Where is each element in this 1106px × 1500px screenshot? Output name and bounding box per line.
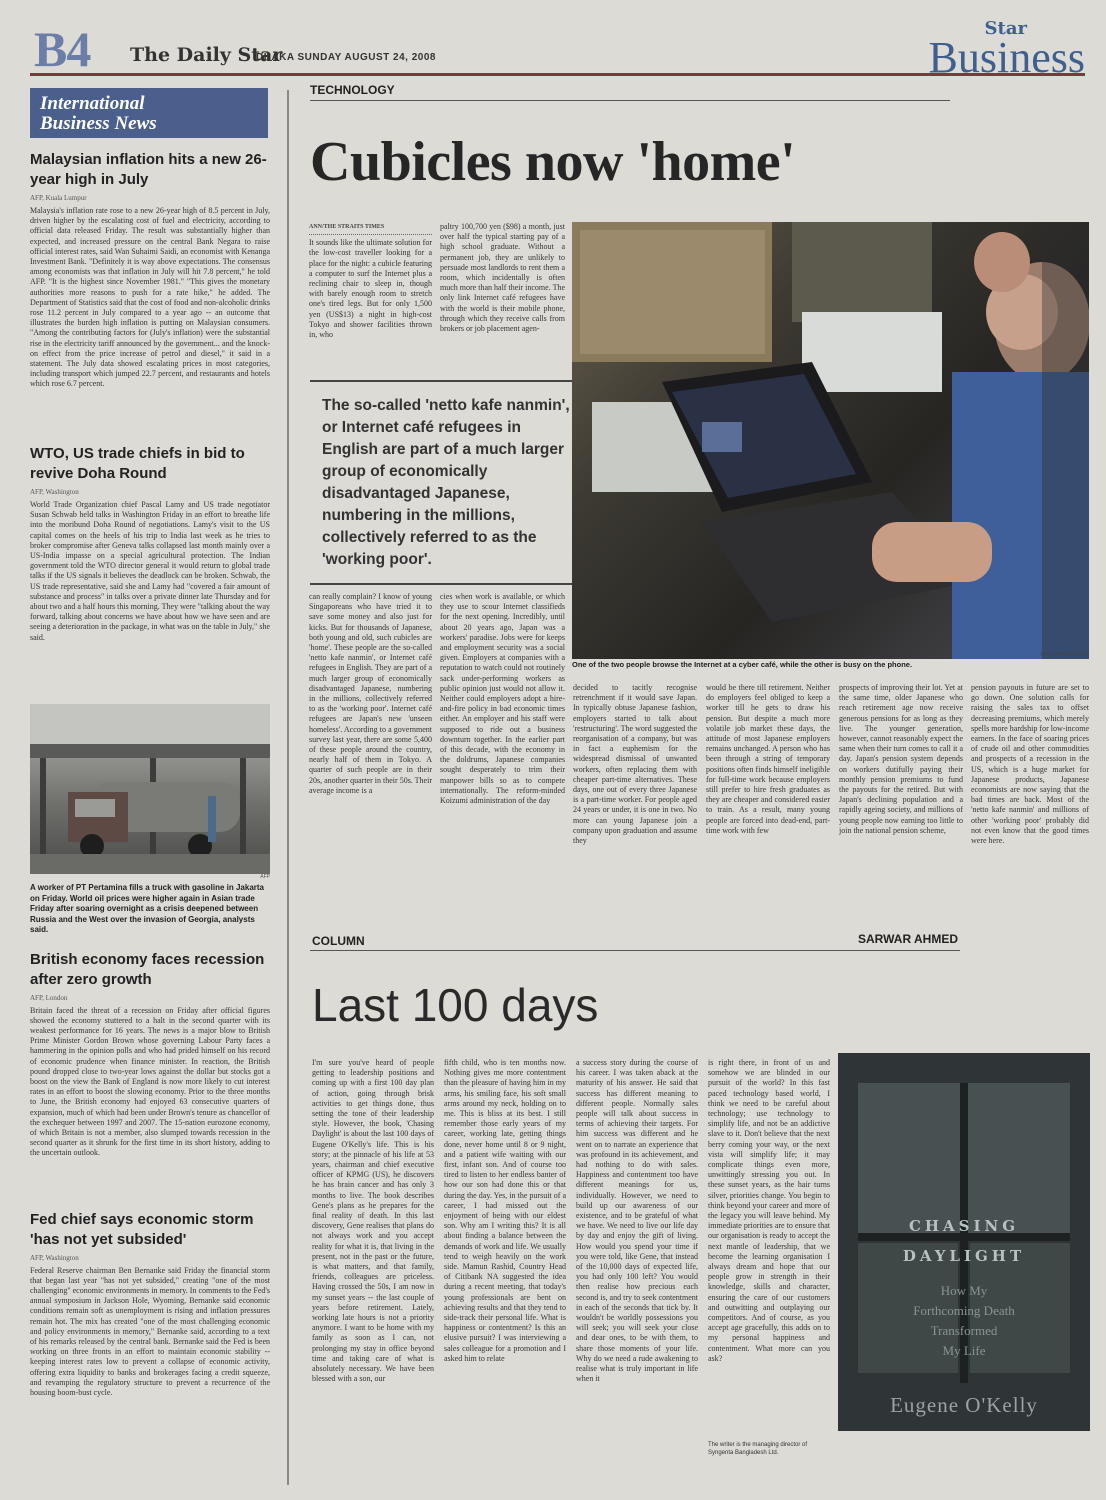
section-title-line1: International bbox=[40, 93, 145, 114]
story-body: Britain faced the threat of a recession on Friday after official figures showed the economy stuttered to a halt in the second quarter with its weakest performance for 16 years. The news is a major blow to British Prime Minister Gordon Brown whose governing Labour Party faces a hammering in the opinion polls and who had prided himself on his record of economic prudence when finance minister. In reaction, the British pound dropped close to two-year lows against the dollar but stocks got a boost on the view the Bank of England is now more likely to cut interest rates in an effort to boost the slowing economy. Prior to the three months to June, the British economy had enjoyed 63 consecutive quarters of expansion, much of which had been under Brown's tenure as chancellor of the exchequer between 1997 and 2007. The 15-nation eurozone economy, of which Britain is not a member, also slumped towards recession in the second quarter as it shrunk for the first time in its short history, adding to the uncertain outlook. bbox=[30, 1005, 270, 1158]
dateline: DHAKA SUNDAY AUGUST 24, 2008 bbox=[256, 52, 436, 63]
story-headline: British economy faces recession after zero growth bbox=[30, 950, 265, 988]
story-byline: AFP, Kuala Lumpur bbox=[30, 194, 87, 202]
article-source: ANN/THE STRAITS TIMES bbox=[309, 222, 432, 235]
story-malaysia bbox=[30, 150, 270, 430]
tech-col2-top: paltry 100,700 yen ($98) a month, just over half the typical starting pay of a high school graduate. Without a permanent job, they are unlikely to persuade most landlords to rent them a room, which incidentally is often much more than half their income. The only link Internet café refugees have with the world is their mobile phone, through which they receive calls from brokers or job placement agen- bbox=[440, 222, 565, 334]
story-body: Federal Reserve chairman Ben Bernanke said Friday the financial storm that began last year "has not yet subsided," creating "one of the most challenging" economic environments in memory. In comments to the Fed's annual symposium in Jackson Hole, Wyoming, Bernanke said economic conditions remain soft as unemployment is rising and inflation pressures remain hot. The mix has created "one of the most challenging economic and policy environments in memory," Bernanke said, according to a text of his remarks released by the central bank. Bernanke said the Fed is been working on three fronts in an effort to maintain economic stability -- keeping interest rates low to prevent a collapse of economic activity, offering extra liquidity to banks and brokerages facing a credit squeeze, and revamping the regulatory structure to prevent a recurrence of the housing boom-bust cycle. bbox=[30, 1265, 270, 1397]
section-title-line2: Business News bbox=[40, 113, 157, 134]
book-author: Eugene O'Kelly bbox=[890, 1393, 1038, 1417]
story-body: Malaysia's inflation rate rose to a new 26-year high of 8.5 percent in July, driven higher by the escalating cost of fuel and electricity, according to official data released Friday. The result was substantially higher than expected, and increased pressure on the central Bank Negara to raise official interest rates, said Wan Suhaimi Saidi, an economist with Kenanga Investment Bank. "Definitely it is way above expectations. The consensus among economists was that inflation in July will hit 7.8 percent," he told AFP. "It is the highest since November 1981." "This gives the monetary authorities more reasons to push for a rate hike," he added. The Department of Statistics said that the cost of food and non-alcoholic drinks rose 11.2 percent in July compared to a year ago -- an outcome that illustrates the burden high inflation is putting on Malaysian consumers. "Among the contributing factors for (July's inflation) were the substantial rise in the electricity tariff announced by the government... and the knock-on effect from the price increase of petrol and diesel," it said in a statement. The July data showed escalating prices in most categories, including transport which jumped 22.7 percent, and restaurants and hotels which rose 6.7 percent. bbox=[30, 206, 270, 389]
column-col1: I'm sure you've heard of people getting to leadership positions and coming up with a first 100 day plan of action, going through brisk activities to get things done, thus setting the tone of their leadership style. However, the book, 'Chasing Daylight' is about the last 100 days of Eugene O'Kelly's life. This is his story; at the pinnacle of his life at 53 years, chairman and chief executive officer of KPMG (US), he discovers he has brain cancer and has only 3 months to live. The book describes Gene's plans as he prepares for the final reality of death. In this last discovery, Gene realises that plans do not always work and you accept reality for what it is, that living in the present, not in the past or the future, is what matters, and that family, friends, colleagues are priceless. Having crossed the 50s, I am now in my sunset years -- the last couple of years before retirement. Lately, working late hours is not a priority anymore. I want to be home with my family as soon as I can, not prolonging my stay in office beyond time and taking care of what is absolutely necessary. We have been blessed with a son, our bbox=[312, 1058, 434, 1384]
tech-col5: prospects of improving their lot. Yet at the same time, older Japanese who reach retirement age now receive generous pensions for as long as they live. The younger generation, however, cannot reasonably expect the same when their turn comes to call it a day. Japan's pension system depends on workers dutifully paying their monthly pension premiums to fund the payouts for the retired. But with Japan's declining population and a rapidly ageing society, and millions of young people now earning too little to join the national pension scheme, bbox=[839, 683, 963, 835]
story-headline: WTO, US trade chiefs in bid to revive Doha Round bbox=[30, 445, 245, 482]
story-body: World Trade Organization chief Pascal Lamy and US trade negotiator Susan Schwab held talks in Washington Friday in an effort to breathe life into the moribund Doha Round of negotiations. Lamy's visit to the US capital comes on the heels of his trip to India last week as he tries to broker compromise after Geneva talks collapsed last month mainly over a US-India impasse on a special agricultural protection. The Indian government told the WTO director general it would return to global trade talks if the US signals it believes the deadlock can be broken. Schwab, the US trade representative, said she and Lamy had "covered a fair amount of substance and process" in talks over a private dinner late Thursday and for about two and a half hours this morning. They were "talking about the way forward, talking about concerns we have about how we have seen and are seeing a deterioration in the package, in what was on the table in July," she said. bbox=[30, 500, 270, 642]
book-title-line2: DAYLIGHT bbox=[902, 1247, 1026, 1265]
tech-kicker-rule bbox=[310, 100, 950, 101]
story-byline: AFP, London bbox=[30, 993, 68, 1002]
book-subtitle-line3: Transformed bbox=[930, 1323, 998, 1338]
article-text: It sounds like the ultimate solution for the low-cost traveller looking for a place for the night: a cubicle featuring a computer to surf the Internet plus a reclining chair to sleep in, though with barely enough room to stretch one's tired legs. But for only 1,500 yen (US$13) a night in high-cost Tokyo and shower facilities thrown in, who bbox=[309, 238, 432, 340]
story-headline: Fed chief says economic storm 'has not yet subsided' bbox=[30, 1210, 254, 1248]
column-col2: fifth child, who is ten months now. Nothing gives me more contentment than the pleasure of having him in my arms, his smiling face, his soft small arms around my neck, holding on to me. This is bliss at its best. I still remember those early years of my career, working late, getting things done, never home until 8 or 9 night, and a patient wife waiting with our first, infant son. And of course too tired to listen to her endless banter of how our son had done this or that during the day. Yes, in the pursuit of a career, I had missed out the enjoyment of being with our eldest son. Why am I writing this? It is all about finding a balance between the demands of work and life. We usually tend to weigh heavily on the work side. Mamun Rashid, Country Head of Citibank NA suggested the idea during a recent meeting, that today's young professionals are bent on achieving results and that they tend to side-track their personal life. What is happiness or contentment? Is this an elusive pursuit? I was interviewing a sales colleague for a promotion and I asked him to relate bbox=[444, 1058, 566, 1363]
main-photo-credit: THE STRAITS TIMES bbox=[1040, 652, 1090, 658]
tech-col4: would be there till retirement. Neither do employers feel obliged to keep a worker till he gets to draw his pension. But despite a much more volatile job market these days, the attitude of most Japanese employers remains unchanged. A person who has been through a string of temporary positions often finds himself ineligible for full-time work because employers still prefer to hire fresh graduates as they are cheaper and considered easier to train. As a result, many young people are forced into dead-end, part-time work with few bbox=[706, 683, 830, 835]
cyber-cafe-image bbox=[572, 222, 1089, 659]
column-kicker: COLUMN bbox=[312, 934, 365, 948]
cyber-cafe-photo bbox=[572, 222, 1089, 659]
book-cover-chasing-daylight bbox=[838, 1053, 1090, 1431]
column-divider bbox=[287, 90, 289, 1485]
tech-col3: decided to tacitly recognise retrenchment if it would save Japan. In typically obtuse Japanese fashion, employers started to talk about 'restructuring'. The word suggested the reorganisation of a company, but was in fact a euphemism for the widespread dismissal of unwanted workers, often replacing them with cheaper part-time alternatives. These days, one out of every three Japanese is a part-time worker. For people aged 24 years or under, it is one in two. No more can young Japanese join a company upon graduation and assume they bbox=[573, 683, 697, 846]
international-business-news bbox=[30, 88, 270, 1488]
paper-name: The Daily Star bbox=[130, 44, 283, 66]
tech-headline: Cubicles now 'home' bbox=[310, 131, 796, 193]
photo-caption: A worker of PT Pertamina fills a truck with gasoline in Jakarta on Friday. World oil prices were higher again in Asian trade Friday after soaring overnight as a crisis deepened between Russia and the West over the invasion of Georgia, analysts said. bbox=[30, 883, 264, 934]
brand-star: Star bbox=[984, 18, 1027, 39]
story-britain bbox=[30, 950, 270, 1198]
story-wto bbox=[30, 444, 270, 694]
book-subtitle-line2: Forthcoming Death bbox=[913, 1303, 1015, 1318]
photo-credit: AFP bbox=[260, 874, 270, 880]
column-col4: is right there, in front of us and somehow we are blinded in our pursuit of the world? In this fast paced technology based world, I think we need to be careful about technology; use technology to simplify life, and not be an addictive slave to it. Don't believe that the next berry coming your way, or the next vista will simplify life; it may complicate things even more, unwittingly stressing you out. In these sunset years, as the hair turns silver, priorities change. You begin to think beyond your career and more of the legacy you will leave behind. My immediate priorities are to ensure that our organisation is ready to accept the next mantle of leadership, that we become the learning organisation I always dream and hope that our people grow in strength in their knowledge, skills and character, ensuring the care of our customers and outwitting and outplaying our competitors. And of course, as you accept age gracefully, this adds on to my personal happiness and contentment. What more can you ask? bbox=[708, 1058, 830, 1363]
pullquote-rule-bottom bbox=[310, 583, 588, 585]
brand-business: Business bbox=[928, 33, 1085, 82]
tech-kicker: TECHNOLOGY bbox=[310, 83, 395, 97]
tech-col2-bottom: cies when work is available, or which they use to scour Internet classifieds for the next opening. Incredibly, until about 20 years ago, Japan was a workers' paradise. Jobs were for keeps and employment security was a social given. Employers at companies with a reputation to watch could not routinely sack under-performing workers as public opinion just would not allow it. Neither could employers adopt a hire-and-fire policy in bad economic times either. An employer and his staff were supposed to ride out a business downturn together. In the earlier part of this decade, with the economy in the doldrums, Japanese companies sought desperately to trim their manpower bills so as to compete internationally. The reform-minded Koizumi administration of the day bbox=[440, 592, 565, 806]
book-subtitle-line4: My Life bbox=[942, 1343, 986, 1358]
page-number: B4 bbox=[34, 21, 91, 77]
column-headline: Last 100 days bbox=[312, 979, 599, 1031]
tech-col1-top bbox=[309, 222, 432, 367]
story-byline: AFP, Washington bbox=[30, 1253, 79, 1262]
column-kicker-rule bbox=[310, 950, 960, 951]
tech-col6: pension payouts in future are set to go down. One solution calls for raising the sales tax to offset decreasing premiums, which merely spells more hardship for low-income earners. In the face of soaring prices of crude oil and other commodities and prospects of a recession in the US, which is a huge market for Japanese products, Japanese economists are now saying that the bad times are back. Most of the 'netto kafe nanmin' and millions of other 'working poor' probably did not even know that the good times were here. bbox=[971, 683, 1089, 846]
tanker-truck-image bbox=[30, 704, 270, 874]
writer-note: The writer is the managing director of Syngenta Bangladesh Ltd. bbox=[708, 1442, 808, 1456]
tech-col1-bottom: can really complain? I know of young Singaporeans who have tried it to save some money and also just for kicks. But for thousands of Japanese, both young and old, such cubicles are 'home'. These people are the so-called 'netto kafe nanmin', or Internet café refugees in English. They are part of a much larger group of economically disadvantaged Japanese, numbering in the millions, collectively referred to as the 'working poor'. Internet café refugees are Japan's new 'unseen homeless'. According to a government survey last year, there are some 5,400 of these people around the country, nearly half of them in Tokyo. A quarter of such people are in their 20s, another quarter in their 50s. Their average income is a bbox=[309, 592, 432, 795]
tanker-truck-photo bbox=[30, 704, 270, 874]
pullquote-rule-top bbox=[310, 380, 588, 382]
book-title-line1: CHASING bbox=[908, 1217, 1020, 1235]
pullquote: The so-called 'netto kafe nanmin', or Internet café refugees in English are part of a much larger group of economically disadvantaged Japanese, numbering in the millions, collectively referred to as the 'working poor'. bbox=[322, 397, 570, 568]
story-byline: AFP, Washington bbox=[30, 488, 79, 496]
main-photo-caption: One of the two people browse the Internet at a cyber café, while the other is busy on the phone. bbox=[572, 660, 913, 669]
story-fed bbox=[30, 1210, 270, 1450]
column-author: SARWAR AHMED bbox=[858, 932, 959, 946]
story-headline: Malaysian inflation hits a new 26-year high in July bbox=[30, 151, 267, 188]
section-title-box bbox=[30, 88, 268, 138]
book-subtitle-line1: How My bbox=[940, 1283, 988, 1298]
rain-window-image bbox=[838, 1053, 1090, 1431]
masthead bbox=[30, 18, 1085, 82]
column-col3: a success story during the course of his career. I was taken aback at the maturity of his answer. He said that success has different meaning to different people. Normally sales people will talk about success in terms of achieving their targets. For him success was different and he went on to narrate an experience that was profound in its achievement, and had nothing to do with sales. Happiness and contentment too have different meanings for us, individually. However, we need to build up our awareness of our existence, and to be grateful of what we have. We need to live our life day by day and enjoy the gift of living. How would you spend your time if you were told, like Gene, that instead of the 10,000 days of expected life, you had only 100 left? You would then realise how precious each second is, and try to seek contentment in each of the seconds that tick by. It wouldn't be worldly possessions you will seek; you will seek your close and dear ones, to be with them, to share those moments of your life. Why do we need a rude awakening to realise what is truly important in life when it bbox=[576, 1058, 698, 1384]
